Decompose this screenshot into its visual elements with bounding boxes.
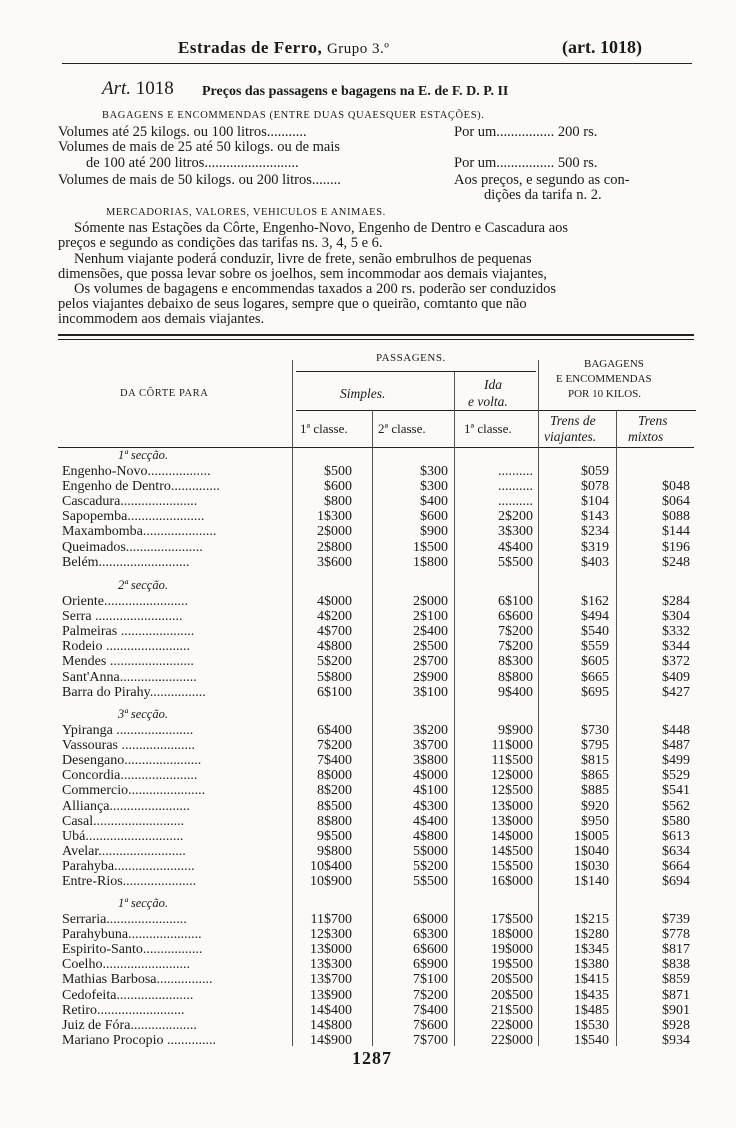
simples-1a: 13$900 (310, 987, 352, 1003)
table-row (0, 783, 736, 798)
station-name: Retiro......................... (62, 1002, 185, 1018)
trens-mixtos: $427 (662, 684, 690, 700)
trens-mixtos: $499 (662, 753, 690, 769)
subheader-rule (296, 410, 696, 411)
station-name: Sapopemba...................... (62, 509, 205, 525)
station-name: Cascadura...................... (62, 494, 198, 510)
simples-2a: 4$000 (413, 768, 448, 784)
trens-viajantes: $319 (581, 539, 609, 555)
bagagens-col-header-1: BAGAGENS (584, 358, 644, 370)
simples-2a: $900 (420, 524, 448, 540)
table-row (0, 594, 736, 609)
bagagens-line: Volumes de mais de 25 até 50 kilogs. ou de mais (58, 139, 341, 155)
ida-volta-header-1: Ida (484, 377, 502, 392)
classe1-header: 1ª classe. (300, 421, 348, 436)
table-row (0, 738, 736, 753)
table-row (0, 464, 736, 479)
table-row (0, 670, 736, 685)
simples-2a: 2$100 (413, 609, 448, 625)
simples-2a: 6$900 (413, 957, 448, 973)
station-name: Palmeiras ..................... (62, 624, 195, 640)
table-row (0, 942, 736, 957)
simples-1a: 14$400 (310, 1002, 352, 1018)
ida-volta-1a: 3$300 (498, 524, 533, 540)
simples-1a: 9$800 (317, 843, 352, 859)
simples-2a: 2$900 (413, 669, 448, 685)
simples-2a: 1$500 (413, 539, 448, 555)
trens-mixtos: $344 (662, 639, 690, 655)
trens-viajantes: $885 (581, 783, 609, 799)
trens-viajantes: $730 (581, 723, 609, 738)
bagagens-note: dições da tarifa n. 2. (484, 187, 602, 203)
station-name: Entre-Rios..................... (62, 874, 197, 889)
ida-volta-1a: 18$000 (491, 927, 533, 943)
simples-1a: 10$900 (310, 874, 352, 889)
trens-mixtos: $859 (662, 972, 690, 988)
station-name: Mendes ........................ (62, 654, 194, 670)
trens-mixtos: $694 (662, 874, 690, 889)
ida-volta-header-2: e volta. (468, 394, 508, 409)
simples-2a: 2$400 (413, 624, 448, 640)
table-row (0, 972, 736, 987)
trens-mixtos: $284 (662, 594, 690, 609)
header-article-ref: (art. 1018) (562, 37, 642, 57)
simples-2a: 5$200 (413, 858, 448, 874)
trens-mixtos: $541 (662, 783, 690, 799)
simples-2a: 7$700 (413, 1032, 448, 1048)
simples-2a: 5$000 (413, 843, 448, 859)
simples-2a: $300 (420, 479, 448, 495)
simples-1a: 6$100 (317, 684, 352, 700)
ida-volta-1a: 8$300 (498, 654, 533, 670)
running-header (178, 38, 389, 58)
trens-viajantes: 1$280 (574, 927, 609, 943)
trens-mixtos: $664 (662, 858, 690, 874)
simples-2a: 2$000 (413, 594, 448, 609)
ida-volta-1a: 21$500 (491, 1002, 533, 1018)
simples-1a: 13$300 (310, 957, 352, 973)
ida-volta-1a: .......... (498, 494, 533, 510)
trens-viajantes: $162 (581, 594, 609, 609)
ida-volta-1a: 11$000 (491, 738, 533, 754)
table-row (0, 723, 736, 738)
trens-viajantes: $559 (581, 639, 609, 655)
simples-2a: 4$800 (413, 828, 448, 844)
section-title: 1ª secção. (118, 896, 168, 910)
bagagens-price: Por um................ 200 rs. (454, 124, 598, 140)
station-name: Maxambomba..................... (62, 524, 217, 540)
table-row (0, 639, 736, 654)
simples-1a: 8$000 (317, 768, 352, 784)
page-number: 1287 (352, 1048, 392, 1068)
simples-1a: 4$000 (317, 594, 352, 609)
simples-1a: 5$800 (317, 669, 352, 685)
mercadorias-heading: MERCADORIAS, VALORES, VEHICULOS E ANIMAES. (106, 207, 386, 218)
simples-header: Simples. (340, 386, 386, 401)
station-name: Coelho......................... (62, 957, 190, 973)
simples-1a: 3$600 (317, 554, 352, 570)
table-row (0, 844, 736, 859)
simples-1a: 5$200 (317, 654, 352, 670)
simples-1a: 7$200 (317, 738, 352, 754)
header-rule (62, 63, 692, 64)
table-row (0, 494, 736, 509)
trens-mixtos: $613 (662, 828, 690, 844)
simples-1a: 10$400 (310, 858, 352, 874)
simples-2a: 6$000 (413, 912, 448, 927)
ida-volta-1a: 13$000 (491, 798, 533, 814)
trens-viajantes: $795 (581, 738, 609, 754)
trens-viajantes: 1$415 (574, 972, 609, 988)
trens-mixtos: $088 (662, 509, 690, 525)
simples-1a: 4$200 (317, 609, 352, 625)
mercadorias-line: preços e segundo as condições das tarifas ns. 3, 4, 5 e 6. (58, 235, 383, 251)
mercadorias-line: Os volumes de bagagens e encommendas taxados a 200 rs. poderão ser conduzidos (74, 281, 556, 297)
trens-viajantes: 1$380 (574, 957, 609, 973)
trens-viajantes: 1$030 (574, 858, 609, 874)
station-name: Barra do Pirahy................ (62, 684, 206, 700)
station-name: Serraria....................... (62, 912, 187, 927)
table-row (0, 1018, 736, 1033)
simples-2a: 7$600 (413, 1017, 448, 1033)
mercadorias-line: incommodem aos demais viajantes. (58, 311, 265, 327)
trens-mixtos: $580 (662, 813, 690, 829)
simples-2a: 7$100 (413, 972, 448, 988)
bagagens-col-header-2: E ENCOMMENDAS (556, 373, 652, 385)
trens-mixtos: $064 (662, 494, 690, 510)
station-name: Engenho-Novo.................. (62, 464, 211, 479)
table-row (0, 1033, 736, 1048)
ida-volta-1a: 9$900 (498, 723, 533, 738)
station-name: Belém.......................... (62, 554, 190, 570)
trens-mixtos-header-1: Trens (638, 413, 668, 428)
trens-viajantes: $234 (581, 524, 609, 540)
simples-2a: 4$100 (413, 783, 448, 799)
simples-1a: 13$000 (310, 942, 352, 958)
trens-mixtos: $778 (662, 927, 690, 943)
table-row (0, 685, 736, 700)
simples-2a: $400 (420, 494, 448, 510)
trens-viajantes: $605 (581, 654, 609, 670)
simples-1a: 14$800 (310, 1017, 352, 1033)
trens-viajantes: 1$345 (574, 942, 609, 958)
ida-volta-1a: 19$500 (491, 957, 533, 973)
classe2-header: 2ª classe. (378, 421, 426, 436)
station-name: Engenho de Dentro.............. (62, 479, 220, 495)
simples-2a: 3$700 (413, 738, 448, 754)
table-top-rule (58, 334, 694, 336)
simples-1a: 9$500 (317, 828, 352, 844)
trens-mixtos-header-2: mixtos (628, 429, 664, 444)
station-name: Rodeio ........................ (62, 639, 190, 655)
ida-volta-1a: 11$500 (491, 753, 533, 769)
table-row (0, 814, 736, 829)
ida-volta-1a: 7$200 (498, 624, 533, 640)
ida-volta-1a: 9$400 (498, 684, 533, 700)
ida-volta-1a: 14$500 (491, 843, 533, 859)
trens-viajantes-header-1: Trens de (550, 413, 596, 428)
trens-viajantes: $920 (581, 798, 609, 814)
simples-1a: 7$400 (317, 753, 352, 769)
ida-volta-1a: 6$600 (498, 609, 533, 625)
simples-1a: 2$800 (317, 539, 352, 555)
mercadorias-line: Sómente nas Estações da Côrte, Engenho-Novo, Engenho de Dentro e Cascadura aos (74, 220, 569, 236)
simples-2a: 3$200 (413, 723, 448, 738)
section-title: 2ª secção. (118, 578, 168, 592)
ida-volta-1a: 17$500 (491, 912, 533, 927)
trens-mixtos: $871 (662, 987, 690, 1003)
trens-viajantes: 1$540 (574, 1032, 609, 1048)
ida-volta-1a: 8$800 (498, 669, 533, 685)
station-name: Casal.......................... (62, 813, 185, 829)
table-row (0, 509, 736, 524)
trens-viajantes: 1$215 (574, 912, 609, 927)
trens-mixtos: $196 (662, 539, 690, 555)
trens-mixtos: $409 (662, 669, 690, 685)
trens-viajantes: 1$005 (574, 828, 609, 844)
simples-2a: 7$200 (413, 987, 448, 1003)
ida-volta-1a: 22$000 (491, 1017, 533, 1033)
ida-volta-1a: 4$400 (498, 539, 533, 555)
table-top-rule-thin (58, 339, 694, 340)
table-row (0, 624, 736, 639)
ida-volta-1a: 14$000 (491, 828, 533, 844)
bagagens-col-header-3: POR 10 KILOS. (568, 388, 642, 400)
trens-mixtos: $372 (662, 654, 690, 670)
simples-1a: 4$700 (317, 624, 352, 640)
trens-viajantes: 1$485 (574, 1002, 609, 1018)
trens-mixtos: $901 (662, 1002, 690, 1018)
table-row (0, 753, 736, 768)
bagagens-line: Volumes de mais de 50 kilogs. ou 200 litros........ (58, 172, 341, 188)
station-name: Mathias Barbosa................ (62, 972, 213, 988)
station-name: Ypiranga ...................... (62, 723, 194, 738)
ida-volta-1a: 2$200 (498, 509, 533, 525)
table-row (0, 874, 736, 889)
trens-mixtos: $934 (662, 1032, 690, 1048)
trens-viajantes: $143 (581, 509, 609, 525)
simples-1a: 11$700 (310, 912, 352, 927)
simples-2a: 1$800 (413, 554, 448, 570)
station-name: Serra ......................... (62, 609, 183, 625)
trens-viajantes: 1$140 (574, 874, 609, 889)
station-name: Commercio...................... (62, 783, 206, 799)
ida-volta-1a: 19$000 (491, 942, 533, 958)
simples-1a: 1$300 (317, 509, 352, 525)
ida-volta-1a: 7$200 (498, 639, 533, 655)
simples-1a: 13$700 (310, 972, 352, 988)
trens-mixtos: $332 (662, 624, 690, 640)
simples-2a: 3$800 (413, 753, 448, 769)
bagagens-line: de 100 até 200 litros.......................... (86, 155, 299, 171)
simples-2a: 6$600 (413, 942, 448, 958)
bagagens-line: Volumes até 25 kilogs. ou 100 litros........... (58, 124, 307, 140)
table-row (0, 479, 736, 494)
trens-mixtos: $928 (662, 1017, 690, 1033)
trens-mixtos: $838 (662, 957, 690, 973)
station-name: Oriente........................ (62, 594, 188, 609)
bagagens-heading: BAGAGENS E ENCOMMENDAS (ENTRE DUAS QUAESQUER ESTAÇÕES). (102, 110, 485, 121)
mercadorias-line: Nenhum viajante poderá conduzir, livre de frete, senão embrulhos de pequenas (74, 251, 532, 267)
trens-mixtos: $817 (662, 942, 690, 958)
ida-volta-1a: 12$000 (491, 768, 533, 784)
trens-mixtos: $048 (662, 479, 690, 495)
simples-2a: 4$300 (413, 798, 448, 814)
simples-2a: $600 (420, 509, 448, 525)
station-name: Concordia...................... (62, 768, 198, 784)
bagagens-note: Aos preços, e segundo as con- (454, 172, 630, 188)
mercadorias-line: dimensões, que possa levar sobre os joelhos, sem incommodar aos demais viajantes, (58, 266, 547, 282)
simples-1a: $800 (324, 494, 352, 510)
simples-2a: 6$300 (413, 927, 448, 943)
trens-mixtos: $248 (662, 554, 690, 570)
simples-2a: 5$500 (413, 874, 448, 889)
simples-1a: 12$300 (310, 927, 352, 943)
trens-viajantes: 1$435 (574, 987, 609, 1003)
passagens-rule (296, 371, 536, 372)
station-name: Queimados...................... (62, 539, 203, 555)
simples-1a: 8$500 (317, 798, 352, 814)
simples-1a: 4$800 (317, 639, 352, 655)
station-name: Cedofeita...................... (62, 987, 194, 1003)
table-row (0, 859, 736, 874)
table-row (0, 799, 736, 814)
ida-volta-1a: 12$500 (491, 783, 533, 799)
table-row (0, 555, 736, 570)
article-title: Preços das passagens e bagagens na E. de F. D. P. II (202, 84, 509, 99)
station-name: Desengano...................... (62, 753, 202, 769)
trens-viajantes: $403 (581, 554, 609, 570)
table-row (0, 957, 736, 972)
ida-volta-1a: 13$000 (491, 813, 533, 829)
simples-1a: 2$000 (317, 524, 352, 540)
trens-mixtos: $562 (662, 798, 690, 814)
station-name: Sant'Anna...................... (62, 669, 197, 685)
trens-viajantes: 1$040 (574, 843, 609, 859)
simples-2a: 2$500 (413, 639, 448, 655)
trens-viajantes: $865 (581, 768, 609, 784)
simples-2a: 4$400 (413, 813, 448, 829)
ida-volta-1a: 20$500 (491, 987, 533, 1003)
simples-1a: $600 (324, 479, 352, 495)
simples-2a: 7$400 (413, 1002, 448, 1018)
trens-viajantes: $665 (581, 669, 609, 685)
trens-viajantes-header-2: viajantes. (544, 429, 597, 444)
trens-mixtos: $529 (662, 768, 690, 784)
station-name: Parahyba....................... (62, 858, 195, 874)
trens-mixtos: $634 (662, 843, 690, 859)
station-name: Juiz de Fóra................... (62, 1017, 197, 1033)
trens-viajantes: $950 (581, 813, 609, 829)
simples-2a: $300 (420, 464, 448, 479)
table-row (0, 540, 736, 555)
simples-1a: 8$200 (317, 783, 352, 799)
trens-mixtos: $304 (662, 609, 690, 625)
station-name: Mariano Procopio .............. (62, 1032, 216, 1048)
station-name: Avelar......................... (62, 843, 186, 859)
classe1-iv-header: 1ª classe. (464, 421, 512, 436)
simples-2a: 2$700 (413, 654, 448, 670)
simples-2a: 3$100 (413, 684, 448, 700)
station-name: Alliança....................... (62, 798, 190, 814)
ida-volta-1a: 16$000 (491, 874, 533, 889)
table-row (0, 768, 736, 783)
ida-volta-1a: 15$500 (491, 858, 533, 874)
ida-volta-1a: .......... (498, 464, 533, 479)
table-row (0, 1003, 736, 1018)
ida-volta-1a: 6$100 (498, 594, 533, 609)
trens-viajantes: $815 (581, 753, 609, 769)
station-name: Ubá............................ (62, 828, 184, 844)
station-name: Espirito-Santo................. (62, 942, 203, 958)
article-number (102, 78, 174, 100)
passagens-header: PASSAGENS. (376, 352, 446, 364)
bagagens-price: Por um................ 500 rs. (454, 155, 598, 171)
table-row (0, 988, 736, 1003)
trens-viajantes: 1$530 (574, 1017, 609, 1033)
table-row (0, 829, 736, 844)
from-header: DA CÔRTE PARA (120, 388, 209, 399)
trens-viajantes: $494 (581, 609, 609, 625)
trens-mixtos: $739 (662, 912, 690, 927)
section-title: 1ª secção. (118, 448, 168, 462)
trens-viajantes: $104 (581, 494, 609, 510)
header-title: Estradas de Ferro, (178, 38, 323, 57)
ida-volta-1a: 5$500 (498, 554, 533, 570)
table-row (0, 524, 736, 539)
table-row (0, 927, 736, 942)
mercadorias-line: pelos viajantes debaixo de seus logares, sempre que o queirão, comtanto que não (58, 296, 527, 312)
ida-volta-1a: 20$500 (491, 972, 533, 988)
station-name: Parahybuna..................... (62, 927, 202, 943)
table-row (0, 912, 736, 927)
simples-1a: 14$900 (310, 1032, 352, 1048)
table-row (0, 609, 736, 624)
trens-mixtos: $144 (662, 524, 690, 540)
simples-1a: 8$800 (317, 813, 352, 829)
ida-volta-1a: .......... (498, 479, 533, 495)
trens-viajantes: $078 (581, 479, 609, 495)
section-title: 3ª secção. (118, 707, 168, 721)
trens-viajantes: $059 (581, 464, 609, 479)
trens-viajantes: $540 (581, 624, 609, 640)
trens-mixtos: $448 (662, 723, 690, 738)
ida-volta-1a: 22$000 (491, 1032, 533, 1048)
simples-1a: 6$400 (317, 723, 352, 738)
station-name: Vassouras ..................... (62, 738, 195, 754)
simples-1a: $500 (324, 464, 352, 479)
article-num-value: 1018 (135, 78, 174, 99)
table-row (0, 654, 736, 669)
trens-viajantes: $695 (581, 684, 609, 700)
trens-mixtos: $487 (662, 738, 690, 754)
header-grupo: Grupo 3.º (326, 41, 390, 57)
article-label: Art. (102, 78, 132, 99)
